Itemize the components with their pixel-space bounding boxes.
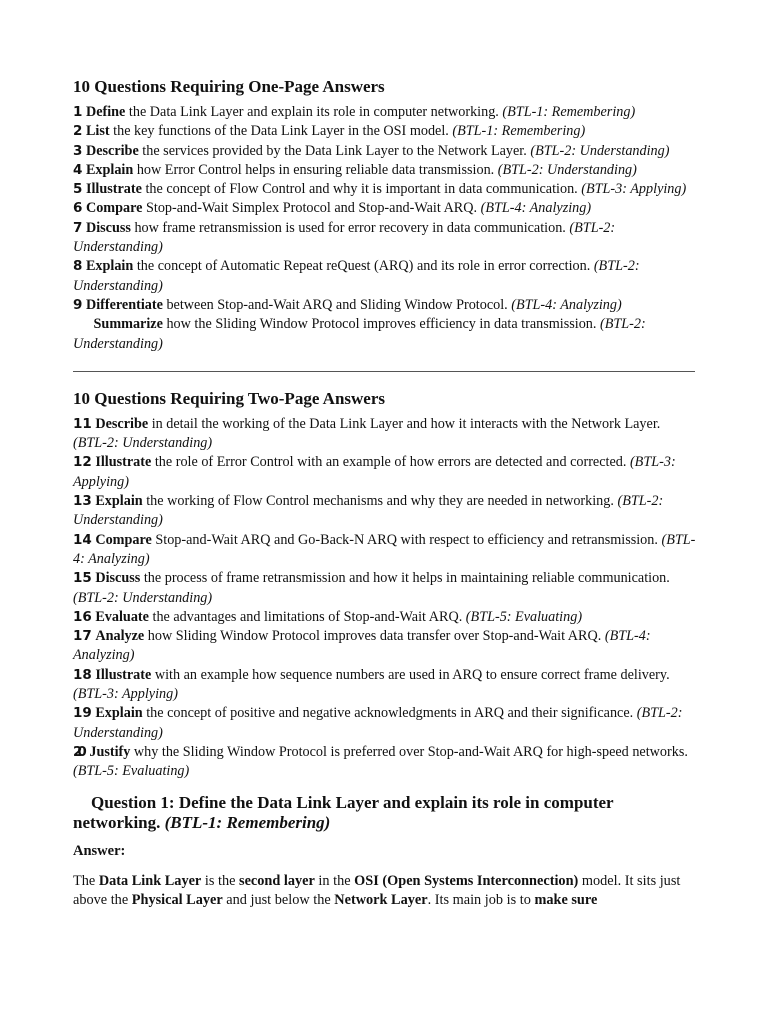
question-1-title (73, 793, 697, 833)
question-verb: List (85, 123, 110, 140)
document-page (73, 76, 697, 911)
question-text: the advantages and limitations of Stop-and-Wait ARQ. (148, 608, 466, 625)
btl-level: (BTL-2: Understanding) (73, 219, 616, 256)
btl-level: (BTL-2: Understanding) (73, 493, 664, 529)
question-text: the working of Flow Control mechanisms and why they are needed in networking. (142, 493, 618, 510)
question-text: the concept of Flow Control and why it is important in data communication. (141, 181, 582, 198)
answer-bold-term: Data Link Layer (98, 872, 202, 889)
answer-bold-term: OSI (Open Systems Interconnection) (354, 872, 579, 889)
question-text: the concept of positive and negative acknowledgments in ARQ and their significance. (142, 705, 637, 722)
btl-level: (BTL-2: Understanding) (530, 142, 670, 159)
question-number: 7 (73, 219, 83, 236)
question-item (73, 704, 697, 743)
question-item (73, 122, 697, 141)
question-verb: Illustrate (85, 181, 142, 198)
question-item (73, 103, 697, 122)
question-text: how the Sliding Window Protocol improves efficiency in data transmission. (162, 316, 600, 333)
question-item (73, 531, 697, 570)
section-heading-two-page: 10 Questions Requiring Two-Page Answers (73, 388, 386, 408)
question-number: 17 (73, 628, 92, 645)
question-item (73, 315, 697, 354)
question-item (73, 608, 697, 627)
btl-level: (BTL-4: Analyzing) (511, 296, 622, 313)
question-verb: Describe (95, 415, 149, 432)
answer-text: model. It sits just above the (73, 872, 681, 908)
btl-level: (BTL-1: Remembering) (452, 123, 586, 140)
question-verb: Compare (95, 531, 152, 548)
question-text: Stop-and-Wait ARQ and Go-Back-N ARQ with respect to efficiency and retransmission. (151, 531, 662, 548)
btl-level: (BTL-2: Understanding) (73, 316, 646, 352)
btl-level: (BTL-2: Understanding) (497, 161, 637, 178)
question-1-title-text: Question 1: Define the Data Link Layer and explain its role in computer networking. (73, 792, 614, 832)
question-number: 9 (73, 296, 83, 313)
question-number: 5 (73, 181, 83, 198)
btl-level: (BTL-2: Understanding) (73, 435, 213, 452)
question-verb: Analyze (95, 628, 145, 645)
question-number: 1 (73, 104, 83, 120)
question-number: 14 (73, 531, 92, 548)
question-text: the key functions of the Data Link Layer in the OSI model. (109, 123, 453, 140)
question-verb: Discuss (95, 570, 141, 587)
question-number: 12 (73, 454, 92, 471)
answer-bold-term: Physical Layer (131, 892, 223, 908)
question-item (73, 627, 697, 666)
question-item (73, 180, 697, 199)
answer-text: is the (201, 872, 240, 889)
question-verb: Describe (85, 142, 139, 159)
question-1-btl: (BTL-1: Remembering) (164, 812, 331, 832)
btl-level: (BTL-2: Understanding) (73, 258, 640, 294)
btl-level: (BTL-5: Evaluating) (73, 763, 190, 780)
question-item (73, 219, 697, 258)
answer-text: and just below the (222, 892, 335, 908)
question-number: 19 (73, 705, 92, 722)
btl-level: (BTL-4: Analyzing) (480, 200, 592, 217)
question-text: the Data Link Layer and explain its role in computer networking. (125, 104, 503, 120)
question-verb: Discuss (85, 219, 131, 236)
answer-bold-term: second layer (239, 872, 315, 889)
question-text: the role of Error Control with an example of how errors are detected and corrected. (151, 454, 630, 471)
question-item (73, 415, 697, 454)
btl-level: (BTL-1: Remembering) (502, 104, 636, 120)
answer-bold-term: make sure (534, 892, 598, 908)
btl-level: (BTL-4: Analyzing) (73, 628, 651, 664)
question-text: why the Sliding Window Protocol is preferred over Stop-and-Wait ARQ for high-speed networks. (130, 743, 688, 760)
question-verb: Explain (95, 705, 143, 722)
question-item (73, 296, 697, 315)
btl-level: (BTL-3: Applying) (73, 454, 676, 490)
question-number: 11 (73, 415, 92, 432)
question-item (73, 453, 697, 492)
question-item (73, 257, 697, 296)
question-text: how Error Control helps in ensuring reliable data transmission. (133, 161, 498, 178)
btl-level: (BTL-3: Applying) (73, 686, 178, 703)
question-verb: Compare (85, 200, 143, 217)
question-verb: Summarize (93, 316, 163, 333)
question-verb: Explain (95, 493, 143, 510)
answer-text: . Its main job is to (427, 892, 535, 908)
question-number: 18 (73, 666, 92, 683)
question-item (73, 199, 697, 218)
question-number: 20 (73, 743, 82, 760)
btl-level: (BTL-5: Evaluating) (465, 608, 583, 625)
question-number: 3 (73, 142, 83, 159)
btl-level: (BTL-2: Understanding) (73, 705, 683, 741)
answer-bold-term: Network Layer (334, 892, 428, 908)
question-number: 2 (73, 123, 83, 140)
section-heading-one-page: 10 Questions Requiring One-Page Answers (73, 77, 385, 96)
question-text: between Stop-and-Wait ARQ and Sliding Window Protocol. (162, 296, 512, 313)
question-text: in detail the working of the Data Link Layer and how it interacts with the Network Layer. (148, 415, 661, 432)
question-verb: Differentiate (85, 296, 163, 313)
question-text: Stop-and-Wait Simplex Protocol and Stop-and-Wait ARQ. (142, 200, 481, 217)
question-item (73, 142, 697, 161)
question-text: with an example how sequence numbers are used in ARQ to ensure correct frame delivery. (151, 666, 670, 683)
question-item (73, 569, 697, 608)
question-verb: Explain (85, 258, 134, 275)
question-verb: Justify (89, 743, 131, 760)
question-verb: Define (85, 104, 126, 120)
answer-paragraph (73, 872, 697, 911)
question-text: how frame retransmission is used for error recovery in data communication. (130, 219, 570, 236)
btl-level: (BTL-4: Analyzing) (73, 531, 696, 567)
question-verb: Explain (85, 161, 134, 178)
question-text: the concept of Automatic Repeat reQuest (ARQ) and its role in error correction. (133, 258, 594, 275)
question-number: 15 (73, 570, 92, 587)
question-item (73, 161, 697, 180)
question-number: 8 (73, 258, 83, 275)
answer-text: The (73, 872, 99, 889)
question-number: 4 (73, 161, 83, 178)
question-number: 13 (73, 493, 92, 510)
question-text: the services provided by the Data Link Layer to the Network Layer. (138, 142, 531, 159)
question-list-one-page (73, 103, 697, 354)
answer-text: in the (314, 872, 355, 889)
question-verb: Illustrate (95, 666, 152, 683)
question-text: the process of frame retransmission and how it helps in maintaining reliable communication. (140, 570, 670, 587)
question-item (73, 743, 697, 782)
question-item (73, 666, 697, 705)
question-number: 6 (73, 200, 83, 217)
question-verb: Evaluate (95, 608, 149, 625)
question-number: 16 (73, 608, 92, 625)
question-list-two-page (73, 415, 697, 782)
btl-level: (BTL-3: Applying) (581, 181, 687, 198)
question-text: how Sliding Window Protocol improves data transfer over Stop-and-Wait ARQ. (144, 628, 605, 645)
section-divider (73, 371, 695, 372)
question-item (73, 492, 697, 531)
btl-level: (BTL-2: Understanding) (73, 589, 213, 606)
question-verb: Illustrate (95, 454, 152, 471)
answer-label: Answer: (73, 842, 126, 859)
